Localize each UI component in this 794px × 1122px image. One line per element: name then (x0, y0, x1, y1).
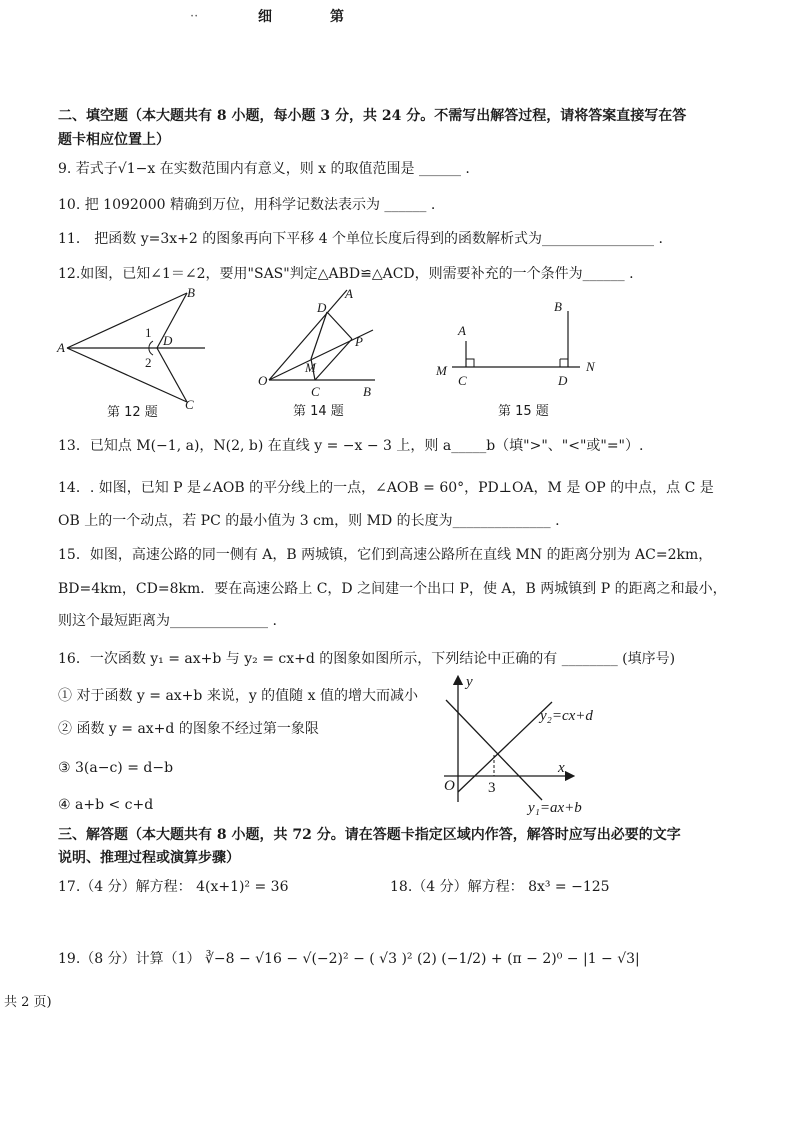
section3-heading-line1: 三、解答题（本大题共有 8 小题，共 72 分。请在答题卡指定区域内作答，解答时应写出必要的文字 (58, 827, 681, 843)
fig12-caption: 第 12 题 (107, 405, 158, 420)
question-18: 18.（4 分）解方程： 8x³ = −125 (390, 879, 610, 895)
fig15-label-m: M (436, 363, 447, 378)
fig12-angle-1: 1 (145, 325, 152, 340)
fig15-label-a: A (458, 323, 466, 338)
question-9: 9. 若式子√1−x 在实数范围内有意义，则 x 的取值范围是 ______ . (58, 161, 470, 177)
fig14-caption: 第 14 题 (293, 404, 344, 419)
header-fragment-a: ·· (190, 9, 199, 24)
section3-heading-line2: 说明、推理过程或演算步骤） (58, 850, 240, 866)
question-12: 12.如图，已知∠1＝∠2，要用"SAS"判定△ABD≌△ACD，则需要补充的一个条件为______ . (58, 266, 634, 282)
figure-12 (55, 285, 220, 425)
section2-heading-line1: 二、填空题（本大题共有 8 小题，每小题 3 分，共 24 分。不需写出解答过程，请将答案直接写在答 (58, 108, 687, 124)
fig15-label-d: D (558, 373, 568, 388)
question-13: 13．已知点 M(−1, a)，N(2, b) 在直线 y = −x − 3 上，则 a_____b（填">"、"<"或"="）. (58, 438, 644, 454)
question-14-line2: OB 上的一个动点，若 PC 的最小值为 3 cm，则 MD 的长度为______________ . (58, 513, 560, 529)
question-10: 10. 把 1092000 精确到万位，用科学记数法表示为 ______ . (58, 197, 436, 213)
figure-14 (255, 282, 385, 419)
fig14-label-m: M (305, 360, 316, 375)
q16-option-4: ④ a+b < c+d (58, 797, 154, 813)
question-15-line2: BD=4km，CD=8km．要在高速公路上 C，D 之间建一个出口 P，使 A，B 两城镇到 P 的距离之和最小， (58, 581, 727, 597)
question-11: 11． 把函数 y=3x+2 的图象再向下平移 4 个单位长度后得到的函数解析式为________________ . (58, 231, 663, 247)
fig12-label-c: C (185, 397, 194, 412)
graph16-tick-3: 3 (488, 780, 496, 796)
figure-15 (430, 295, 605, 419)
fig14-label-a: A (345, 286, 353, 301)
fig12-label-a: A (57, 340, 65, 355)
q16-graph (430, 672, 630, 822)
header-fragment-b: 细 (258, 9, 272, 25)
graph16-origin: O (444, 778, 455, 794)
graph16-line-y2: y₂=cx+d (540, 708, 593, 724)
fig12-label-b: B (187, 285, 195, 300)
fig14-label-b: B (363, 384, 371, 399)
question-16: 16．一次函数 y₁ = ax+b 与 y₂ = cx+d 的图象如图所示，下列结论中正确的有 ________ (填序号) (58, 651, 676, 667)
q16-option-2: ② 函数 y = ax+d 的图象不经过第一象限 (58, 721, 319, 737)
fig14-label-c: C (311, 384, 320, 399)
fig14-label-p: P (355, 334, 363, 349)
fig14-label-d: D (317, 300, 327, 315)
question-15-line3: 则这个最短距离为______________ . (58, 613, 277, 629)
fig15-caption: 第 15 题 (498, 404, 549, 419)
graph16-x-axis: x (558, 760, 565, 776)
fig14-label-o: O (258, 373, 268, 388)
question-17: 17.（4 分）解方程： 4(x+1)² = 36 (58, 879, 289, 895)
q16-option-1: ① 对于函数 y = ax+b 来说，y 的值随 x 值的增大而减小 (58, 688, 418, 704)
page-footer: 共 2 页) (4, 995, 52, 1010)
q16-option-3: ③ 3(a−c) = d−b (58, 760, 174, 776)
section2-heading-line2: 题卡相应位置上） (58, 132, 170, 148)
question-15-line1: 15．如图，高速公路的同一侧有 A，B 两城镇，它们到高速公路所在直线 MN 的距离分别为 AC=2km， (58, 547, 713, 563)
graph16-y-axis: y (466, 674, 473, 690)
fig12-label-d: D (163, 333, 173, 348)
fig15-label-n: N (586, 359, 595, 374)
graph16-line-y1: y₁=ax+b (528, 800, 582, 816)
question-19: 19.（8 分）计算（1） ∛−8 − √16 − √(−2)² − ( √3 )² (2) (−1/2) + (π − 2)⁰ − |1 − √3| (58, 951, 640, 967)
header-fragment-c: 第 (330, 9, 344, 25)
fig15-label-c: C (458, 373, 467, 388)
fig12-angle-2: 2 (145, 355, 152, 370)
fig15-label-b: B (554, 299, 562, 314)
question-14-line1: 14．. 如图，已知 P 是∠AOB 的平分线上的一点，∠AOB = 60°，PD⊥OA，M 是 OP 的中点，点 C 是 (58, 480, 714, 496)
